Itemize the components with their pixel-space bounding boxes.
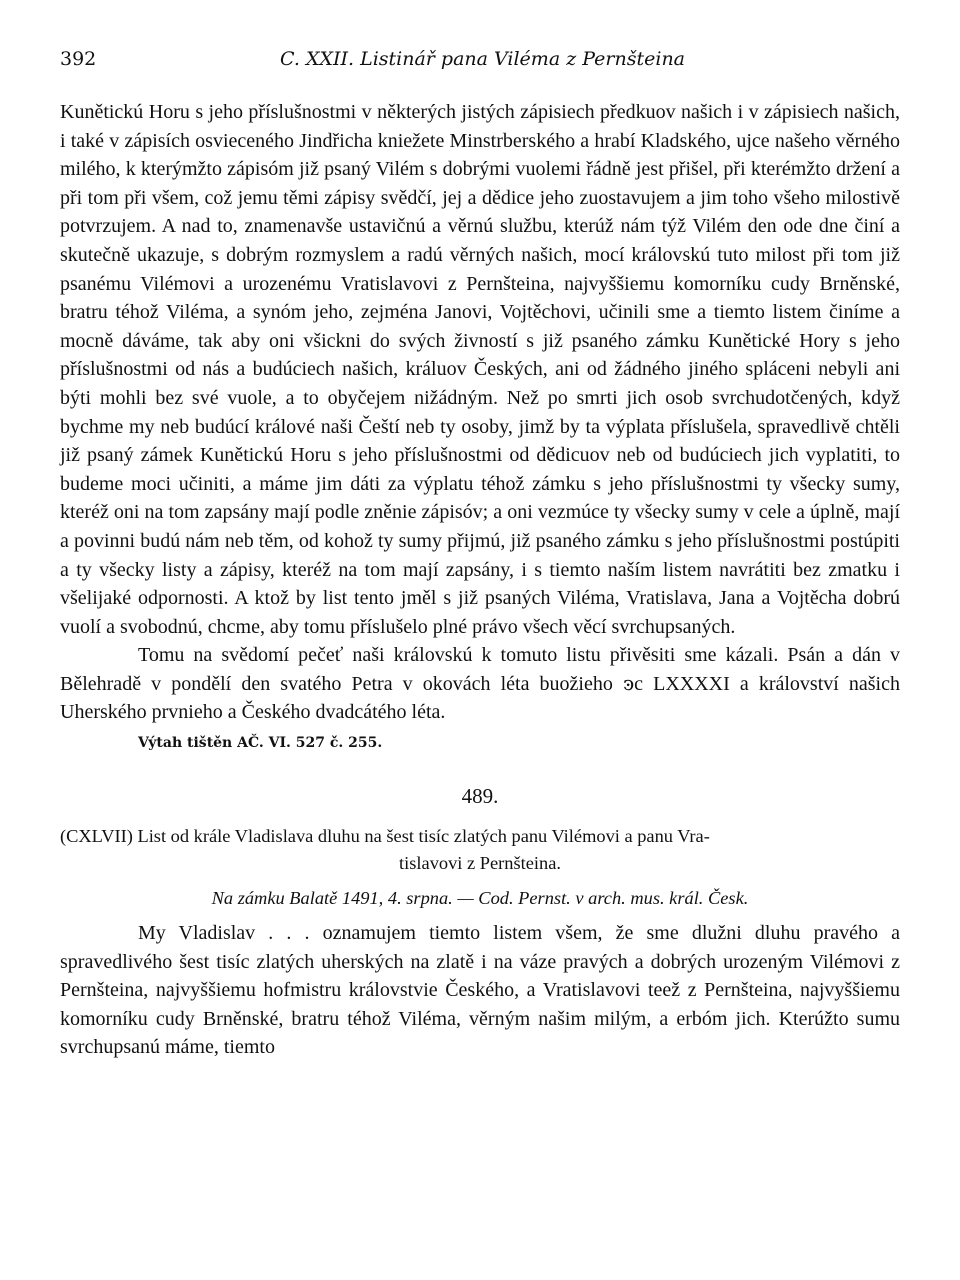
running-title: C. XXII. Listinář pana Viléma z Pernšteina [280,48,686,70]
continuation-paragraph: Kunětickú Horu s jeho příslušnostmi v některých jistých zápisiech předkuov našich i v zápisiech našich, i také v zápisích osvieceného Jindřicha kniežete Minstrberského a hrabí Kladského, ujce našeho věrného milého, k kterýmžto zápisóm již psaný Vilém s dobrými vuolemi řádně jest přišel, při kterémžto držení a při tom při všem, což jemu těmi zápisy svědčí, jej a dědice jeho zuostavujem a jim toho všeho milostivě potvrzujem. A nad to, znamenavše ustavičnú a věrnú službu, kterúž nám týž Vilém den ode dne činí a skutečně ukazuje, s dobrým rozmyslem a radú věrných našich, mocí královskú tuto milost při tom již psanému Vilémovi a urozenému Vratislavovi z Pernšteina, najvyššiemu komorníku cudy Brněnské, bratru téhož Viléma, a synóm jeho, zejména Janovi, Vojtěchovi, učinili sme a tiemto listem činíme a mocně dáváme, tak aby oni všickni do svých živností s již psaného zámku Kunětické Hory s jeho příslušnostmi od nás a budúciech našich, králuov Českých, ani od žádného jiného spláceni nebyli ani býti mohli bez své vuole, a to obyčejem nižádným. Než po smrti jich osob svrchudotčených, když bychme my neb budúcí králové naši Čeští neb ty osoby, jimž by ta výplata příslušela, spravedlivě chtěli již psaný zámek Kunětickú Horu s jeho příslušnostmi od dědicuov neb od budúciech jich vyplatiti, to budeme moci učiniti, a máme jim dáti za výplatu téhož zámku s jeho příslušnostmi ty všecky sumy, kteréž oni na tom zapsány mají podle zněnie zápisóv; a oni vezmúce ty všecky sumy v cele a úplně, mají a povinni budú nám neb těm, od kohož ty sumy přijmú, již psaného zámku s jeho příslušnostmi postúpiti a ty všecky listy a zápisy, kteréž na tom mají zapsány, i s tiemto naším listem navrátiti bez zmatku i všelijaké odpornosti. A ktož by list tento jměl s již psaných Viléma, Vratislava, Jana a Vojtěcha dobrú vuolí a svobodnú, chcme, aby tomu příslušelo plné právo všech věcí svrchupsaných. [60,101,900,638]
sealing-paragraph: Tomu na svědomí pečeť naši královskú k tomuto listu přivěsiti sme kázali. Psán a dán v Bělehradě v pondělí den svatého Petra v okovách léta buožieho ꜿc LXXXXI a království našich Uherského prvnieho a Českého dvadcátého léta. [60,644,900,724]
running-head [60,48,900,78]
document-heading-line-2: tislavovi z Pernšteina. [399,853,561,874]
document-paragraph: My Vladislav . . . oznamujem tiemto listem všem, že sme dlužni dluhu pravého a spravedlivého šest tisíc zlatých uherských na zlatě i na váze pravých a dobrých urozeným Vilémovi z Pernšteina, najvyššiemu hofmistru královstvie Českého, a Vratislavovi teež z Pernšteina, najvyššiemu komorníku cudy Brněnské, bratru téhož Viléma, věrným našim milým, a erbóm jich. Kterúžto sumu svrchupsanú máme, tiemto [60,922,900,1059]
page-number: 392 [60,48,97,70]
body-text [60,98,900,727]
document-heading-line-1: (CXLVII) List od krále Vladislava dluhu na šest tisíc zlatých panu Vilémovi a panu Vra- [60,826,710,847]
print-note: Výtah tištěn AČ. VI. 527 č. 255. [138,735,383,752]
document-page [60,48,900,1062]
document-source: Na zámku Balatě 1491, 4. srpna. — Cod. Pernst. v arch. mus. král. Česk. [211,888,749,909]
document-number: 489. [461,784,499,809]
document-heading [60,823,900,877]
document-text [60,919,900,1062]
